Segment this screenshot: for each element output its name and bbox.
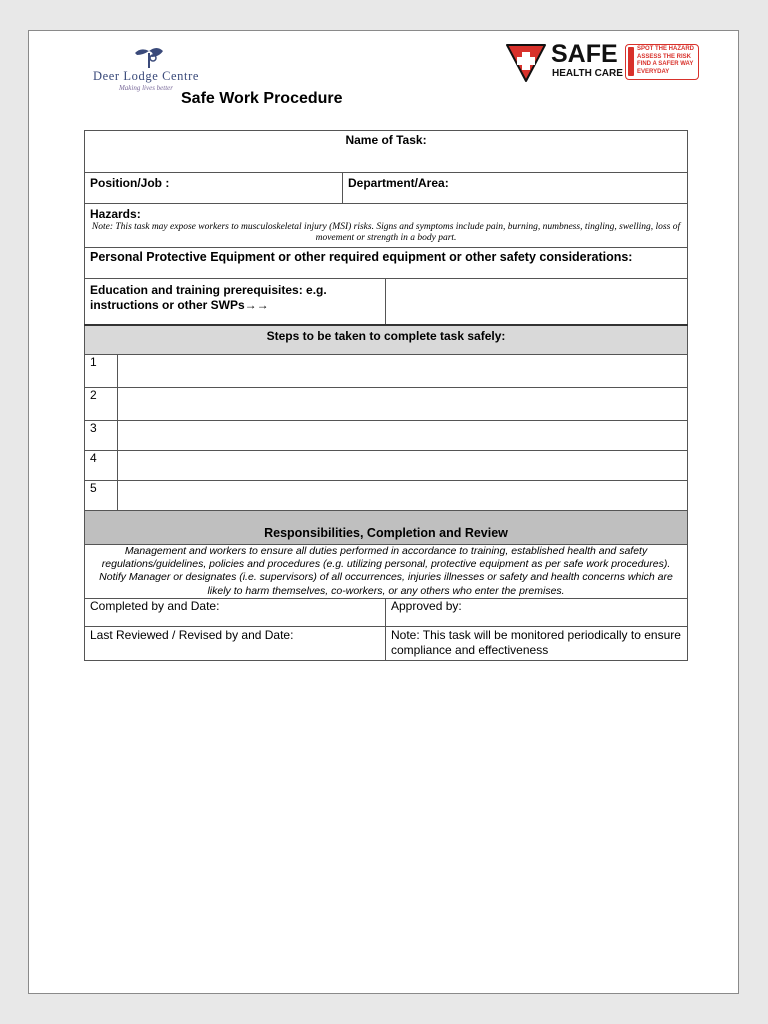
step-input[interactable] (118, 388, 688, 421)
responsibilities-text: Management and workers to ensure all duties performed in accordance to training, established health and safety regulations/guidelines, policies and procedures (e.g. utilizing personal, protective equipment as per safe work procedures). Notify Manager or designates (i.e. supervisors) of all occurrences, injuries illnesses or safety and health concerns which are likely to harm themselves, co-workers, or any others who enter the premises. (85, 545, 688, 599)
safe-slogan-line: ASSESS THE RISK (637, 53, 692, 60)
step-number: 5 (85, 481, 118, 511)
last-reviewed-field[interactable]: Last Reviewed / Revised by and Date: (85, 627, 386, 661)
ppe-field[interactable]: Personal Protective Equipment or other required equipment or other safety considerations: (85, 248, 688, 279)
hazards-note: Note: This task may expose workers to musculoskeletal injury (MSI) risks. Signs and symptoms include pain, burning, numbness, tingling, swelling, loss of movement or strength in a body part. (91, 222, 681, 243)
safe-word: SAFE (551, 40, 618, 68)
hazards-field[interactable] (85, 204, 688, 248)
education-input[interactable] (386, 279, 688, 325)
step-number: 1 (85, 355, 118, 388)
org-tagline: Making lives better (118, 84, 174, 92)
safe-health-care-logo (505, 40, 705, 85)
safe-slogan-line: SPOT THE HAZARD (637, 46, 694, 52)
hazards-label: Hazards: (90, 207, 141, 221)
deer-lodge-emblem-icon (131, 45, 167, 69)
step-input[interactable] (118, 421, 688, 451)
step-input[interactable] (118, 355, 688, 388)
steps-header: Steps to be taken to complete task safely: (85, 325, 688, 355)
task-name-field[interactable]: Name of Task: (85, 131, 688, 173)
org-name: Deer Lodge Centre (93, 69, 199, 83)
step-number: 4 (85, 451, 118, 481)
safe-strip-icon (628, 47, 634, 76)
safe-cross-badge-icon (505, 43, 547, 83)
approved-by-field[interactable]: Approved by: (386, 599, 688, 627)
monitoring-note: Note: This task will be monitored periodically to ensure compliance and effectiveness (386, 627, 688, 661)
step-input[interactable] (118, 451, 688, 481)
step-number: 3 (85, 421, 118, 451)
document-page (28, 30, 739, 994)
deer-lodge-logo (61, 43, 231, 95)
safe-work-procedure-form (84, 130, 688, 661)
responsibilities-header: Responsibilities, Completion and Review (85, 511, 688, 545)
document-title: Safe Work Procedure (181, 90, 343, 107)
department-area-field[interactable]: Department/Area: (343, 173, 688, 204)
step-number: 2 (85, 388, 118, 421)
education-label: Education and training prerequisites: e.g. instructions or other SWPs→→ (85, 279, 386, 325)
safe-slogan-line: EVERYDAY (637, 68, 670, 75)
safe-slogan-line: FIND A SAFER WAY (637, 61, 694, 68)
safe-slogan-box (625, 44, 699, 80)
position-job-field[interactable]: Position/Job : (85, 173, 343, 204)
completed-by-field[interactable]: Completed by and Date: (85, 599, 386, 627)
step-input[interactable] (118, 481, 688, 511)
safe-subtitle: HEALTH CARE (552, 68, 623, 79)
